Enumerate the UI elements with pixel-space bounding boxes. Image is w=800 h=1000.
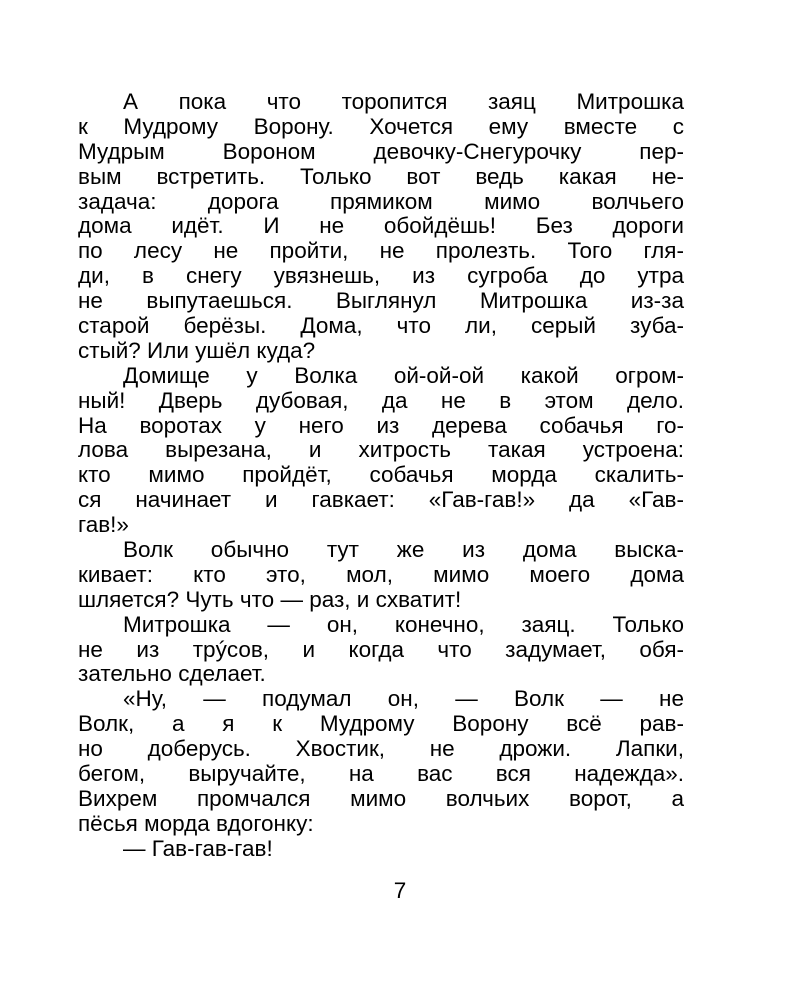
text-line: стый? Или ушёл куда? [78,337,316,363]
text-line: На воротах у него из дерева собачья го- [78,412,684,438]
text-line: к Мудрому Ворону. Хочется ему вместе с [78,113,684,139]
text-line: кто мимо пройдёт, собачья морда скалить- [78,462,684,488]
text-line: «Ну, — подумал он, — Волк — не [123,686,684,712]
text-line: Волк, а я к Мудрому Ворону всё рав- [78,711,684,737]
text-line: по лесу не пройти, не пролезть. Того гля- [78,238,684,264]
text-line: Вихрем промчался мимо волчьих ворот, а [78,785,684,811]
text-line: ный! Дверь дубовая, да не в этом дело. [78,387,684,413]
text-line: А пока что торопится заяц Митрошка [123,89,684,114]
text-line: не выпутаешься. Выглянул Митрошка из-за [78,288,684,314]
text-line: гав!» [78,512,129,538]
text-line: Мудрым Вороном девочку-Снегурочку пер- [78,138,684,164]
text-line: Митрошка — он, конечно, заяц. Только [123,611,684,637]
page-number: 7 [393,878,407,903]
page-text [78,90,684,862]
text-line: дома идёт. И не обойдёшь! Без дороги [78,213,684,239]
text-line: пёсья морда вдогонку: [78,810,314,836]
text-line: лова вырезана, и хитрость такая устроена: [78,437,684,463]
text-line: старой берёзы. Дома, что ли, серый зуба- [78,313,684,339]
text-line: бегом, выручайте, на вас вся надежда». [78,761,684,787]
text-line: не из трýсов, и когда что задумает, обя- [78,636,684,662]
text-line: зательно сделает. [78,661,266,687]
text-line: шляется? Чуть что — раз, и схватит! [78,586,462,612]
text-line: ся начинает и гавкает: «Гав-гав!» да «Гав- [78,487,684,513]
text-line: вым встретить. Только вот ведь какая не- [78,163,684,189]
text-line: Волк обычно тут же из дома выска- [123,537,684,563]
text-line: Домище у Волка ой-ой-ой какой огром- [123,362,684,388]
text-line: — Гав-гав-гав! [123,835,273,861]
text-line: задача: дорога прямиком мимо волчьего [78,188,684,214]
text-line: кивает: кто это, мол, мимо моего дома [78,561,684,587]
text-line: но доберусь. Хвостик, не дрожи. Лапки, [78,736,684,762]
text-line: ди, в снегу увязнешь, из сугроба до утра [78,263,684,289]
